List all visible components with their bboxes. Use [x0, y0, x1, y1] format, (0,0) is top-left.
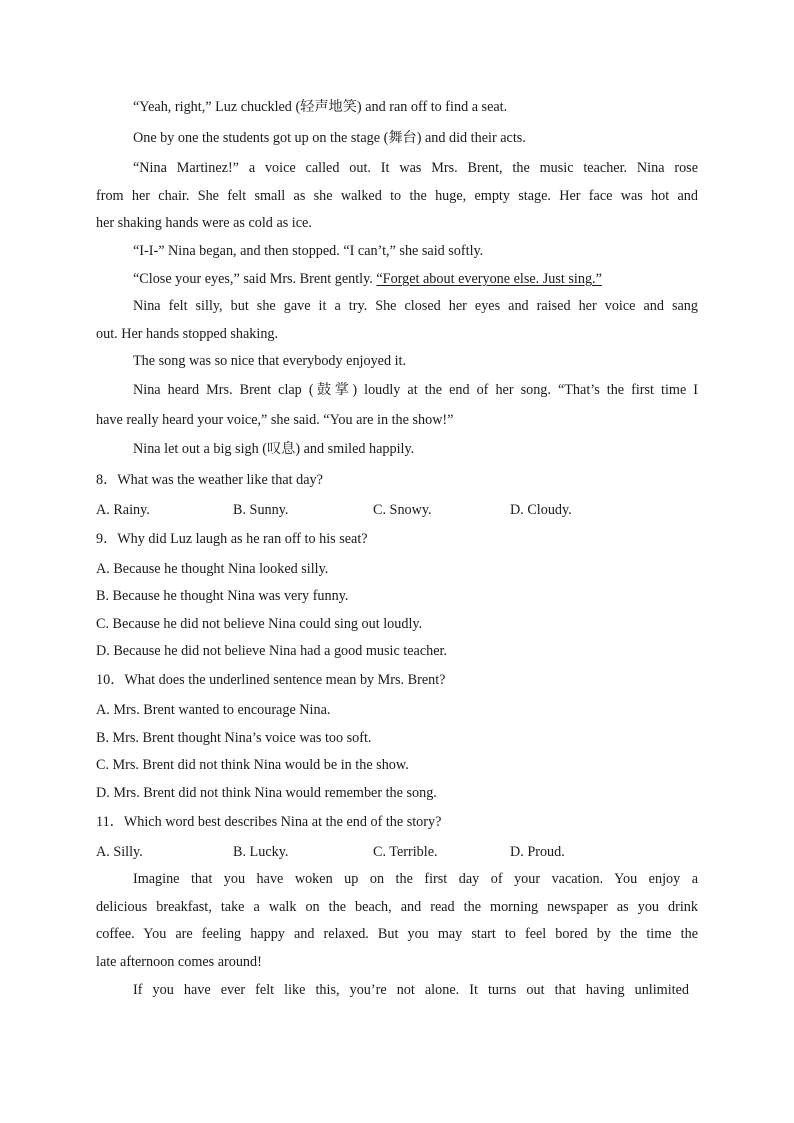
- passage1-paragraph-1: “Yeah, right,” Luz chuckled (轻声地笑) and ran off to find a seat.: [133, 99, 508, 115]
- passage1-paragraph-6-line-1: Nina felt silly, but she gave it a try. She closed her eyes and raised her voice and sang: [133, 298, 698, 314]
- passage1-paragraph-8-line-2: have really heard your voice,” she said. “You are in the show!”: [96, 412, 454, 428]
- passage1-paragraph-6-line-2: out. Her hands stopped shaking.: [96, 326, 279, 342]
- passage1-paragraph-5: [133, 270, 698, 288]
- passage1-paragraph-4: “I-I-” Nina began, and then stopped. “I can’t,” she said softly.: [133, 243, 484, 259]
- passage2-paragraph-1-line-1: Imagine that you have woken up on the first day of your vacation. You enjoy a: [133, 871, 698, 887]
- passage1-paragraph-7: The song was so nice that everybody enjoyed it.: [133, 353, 407, 369]
- question-10-option-c: C. Mrs. Brent did not think Nina would be in the show.: [96, 757, 409, 773]
- question-9-option-c: C. Because he did not believe Nina could sing out loudly.: [96, 616, 423, 632]
- question-11-stem: 11．Which word best describes Nina at the end of the story?: [96, 814, 442, 830]
- question-8-stem: 8．What was the weather like that day?: [96, 472, 323, 488]
- passage1-paragraph-3-line-3: her shaking hands were as cold as ice.: [96, 215, 312, 231]
- passage2-paragraph-1-line-3: coffee. You are feeling happy and relaxed. But you may start to feel bored by the time the: [96, 926, 698, 942]
- passage1-paragraph-2: One by one the students got up on the stage (舞台) and did their acts.: [133, 130, 526, 146]
- question-8-option-b: B. Sunny.: [233, 502, 289, 518]
- question-9-option-b: B. Because he thought Nina was very funny.: [96, 588, 349, 604]
- passage1-paragraph-8-line-1: Nina heard Mrs. Brent clap (鼓掌) loudly at the end of her song. “That’s the first time I: [133, 382, 698, 398]
- question-9-option-a: A. Because he thought Nina looked silly.: [96, 561, 329, 577]
- passage1-paragraph-3-line-2: from her chair. She felt small as she walked to the huge, empty stage. Her face was hot and: [96, 188, 698, 204]
- passage1-paragraph-9: Nina let out a big sigh (叹息) and smiled happily.: [133, 441, 415, 457]
- question-9-stem: 9．Why did Luz laugh as he ran off to his seat?: [96, 531, 368, 547]
- question-11-option-b: B. Lucky.: [233, 844, 289, 860]
- question-11-option-d: D. Proud.: [510, 844, 565, 860]
- passage2-paragraph-1-line-4: late afternoon comes around!: [96, 954, 262, 970]
- question-8-option-d: D. Cloudy.: [510, 502, 572, 518]
- question-10-option-a: A. Mrs. Brent wanted to encourage Nina.: [96, 702, 331, 718]
- question-10-stem: 10．What does the underlined sentence mean by Mrs. Brent?: [96, 672, 446, 688]
- passage1-paragraph-5-text: “Close your eyes,” said Mrs. Brent gently.: [133, 271, 377, 287]
- question-11-option-a: A. Silly.: [96, 844, 143, 860]
- question-10-option-d: D. Mrs. Brent did not think Nina would remember the song.: [96, 785, 437, 801]
- question-10-option-b: B. Mrs. Brent thought Nina’s voice was too soft.: [96, 730, 372, 746]
- underlined-sentence: “Forget about everyone else. Just sing.”: [376, 271, 602, 287]
- question-9-option-d: D. Because he did not believe Nina had a good music teacher.: [96, 643, 448, 659]
- passage2-paragraph-1-line-2: delicious breakfast, take a walk on the beach, and read the morning newspaper as you drink: [96, 899, 698, 915]
- question-11-option-c: C. Terrible.: [373, 844, 438, 860]
- question-8-option-c: C. Snowy.: [373, 502, 432, 518]
- question-8-option-a: A. Rainy.: [96, 502, 150, 518]
- passage1-paragraph-3-line-1: “Nina Martinez!” a voice called out. It was Mrs. Brent, the music teacher. Nina rose: [133, 160, 698, 176]
- passage2-paragraph-2-line-1: If you have ever felt like this, you’re not alone. It turns out that having unlimited: [133, 982, 689, 998]
